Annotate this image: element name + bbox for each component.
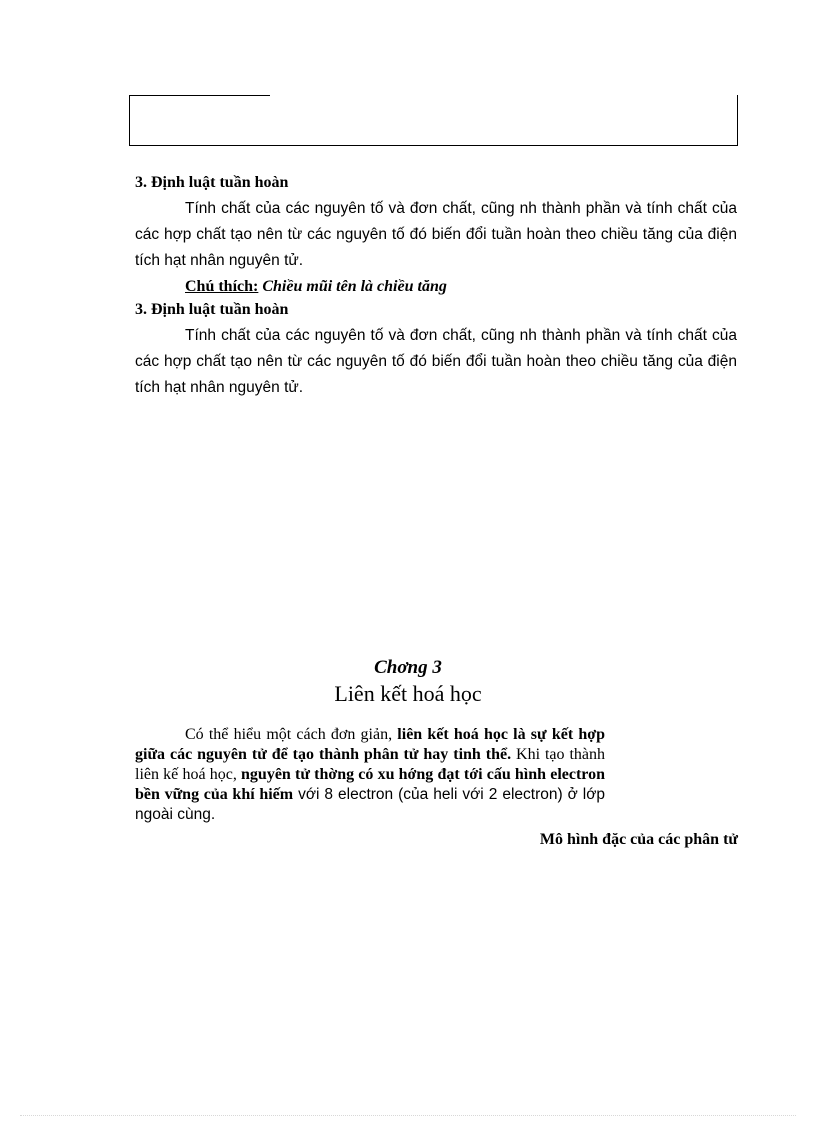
figure-caption: Mô hình đặc của các phân tử xyxy=(539,831,738,848)
note-text: Chiều mũi tên là chiều tăng xyxy=(258,278,447,295)
intro-text-3: với 8 electron (của heli với 2 electron) ở lớp ngoài cùng. xyxy=(135,786,605,823)
section-heading: 3. Định luật tuần hoàn xyxy=(135,301,289,318)
page-footer-rule xyxy=(20,1115,796,1116)
section-heading: 3. Định luật tuần hoàn xyxy=(135,174,289,191)
section-paragraph: Tính chất của các nguyên tố và đơn chất, cũng nh thành phần và tính chất của các hợp chất tạo nên từ các nguyên tố đó biến đổi tuần hoàn theo chiều tăng của điện tích hạt nhân nguyên tử. xyxy=(135,327,737,396)
empty-bordered-box xyxy=(129,95,738,146)
section-periodic-law-2 xyxy=(135,297,737,401)
chapter-subtitle: Liên kết hoá học xyxy=(334,681,482,706)
chapter-title: Chơng 3 xyxy=(374,657,442,678)
intro-text-2: Khi tạo thành liên kế hoá học, xyxy=(135,746,606,783)
intro-bold-1: liên kết hoá học là sự kết hợp giữa các nguyên tử để tạo thành phân tử hay tinh thể. xyxy=(135,726,606,763)
intro-text-1: Có thể hiểu một cách đơn giản, xyxy=(185,726,398,743)
section-paragraph: Tính chất của các nguyên tố và đơn chất, cũng nh thành phần và tính chất của các hợp chất tạo nên từ các nguyên tố đó biến đổi tuần hoàn theo chiều tăng của điện tích hạt nhân nguyên tử. xyxy=(135,200,737,269)
intro-paragraph xyxy=(135,725,605,825)
section-periodic-law-1 xyxy=(135,170,737,300)
note-label: Chú thích: xyxy=(185,278,259,295)
intro-bold-2: nguyên tử thờng có xu hớng đạt tới cấu hình electron bền vững của khí hiếm xyxy=(135,766,606,803)
